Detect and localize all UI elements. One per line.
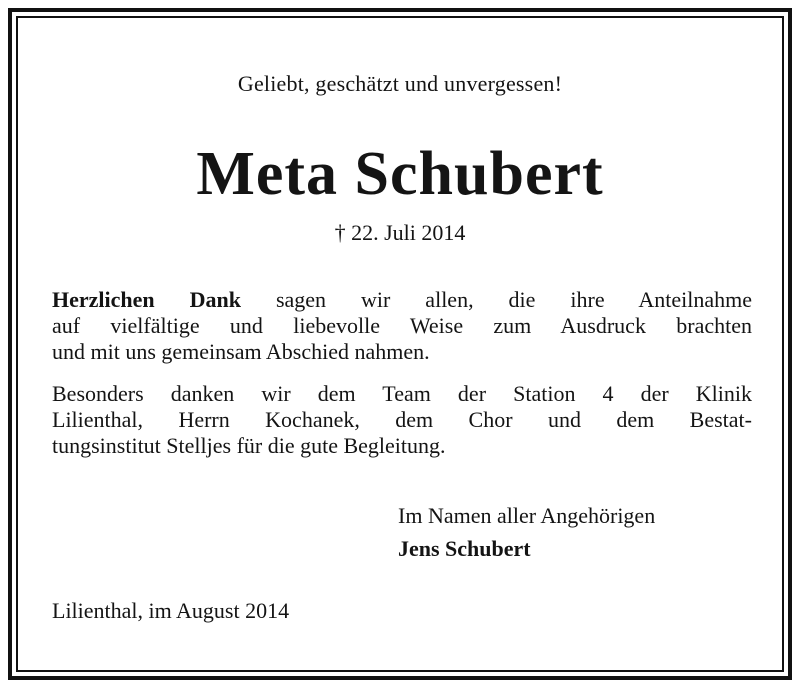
thanks-line-3: und mit uns gemeinsam Abschied nahmen. (52, 339, 430, 364)
thanks-line-2: auf vielfältige und liebevolle Weise zum Ausdruck brachten (52, 313, 752, 338)
thanks-paragraph (52, 287, 752, 365)
thanks-line-1 (52, 287, 752, 313)
motto-line: Geliebt, geschätzt und unvergessen! (237, 71, 563, 96)
signature-intro: Im Namen aller Angehörigen (398, 503, 656, 528)
special-thanks-paragraph (52, 381, 752, 459)
special-thanks-line-1: Besonders danken wir dem Team der Station 4 der Klinik (52, 381, 752, 406)
special-thanks-line-2: Lilienthal, Herrn Kochanek, dem Chor und dem Bestat- (52, 407, 752, 432)
thanks-line-1-rest: sagen wir allen, die ihre Anteilnahme (240, 287, 752, 312)
death-date: † 22. Juli 2014 (334, 220, 466, 245)
thanks-lead: Herzlichen Dank (52, 287, 241, 312)
special-thanks-line-3: tungsinstitut Stelljes für die gute Begleitung. (52, 433, 446, 458)
deceased-name: Meta Schubert (196, 140, 604, 208)
place-and-date: Lilienthal, im August 2014 (52, 598, 290, 623)
signature-name: Jens Schubert (398, 536, 531, 561)
